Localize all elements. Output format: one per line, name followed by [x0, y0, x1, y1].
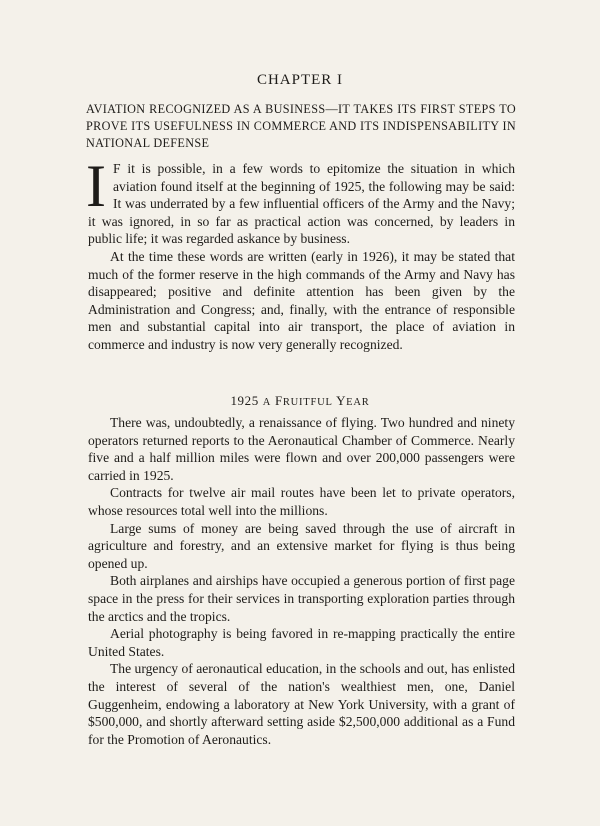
section-paragraph-4: Both airplanes and airships have occupied a generous portion of first page space in the press for their services in transporting exploration parties through the arctics and the tropics. [88, 573, 515, 624]
chapter-label: CHAPTER I [256, 72, 344, 88]
section-year: 1925 [230, 393, 259, 408]
section-paragraph-2: Contracts for twelve air mail routes have been let to private operators, whose resources total well into the millions. [88, 485, 515, 518]
section-paragraph-6: The urgency of aeronautical education, in the schools and out, has enlisted the interest of several of the nation's wealthiest men, one, Daniel Guggenheim, endowing a laboratory at New York University, with a grant of $500,000, and shortly afterward setting aside $2,500,000 additional as a Fund for the Promotion of Aeronautics. [88, 661, 515, 747]
intro-text [86, 153, 515, 354]
section-word-ear: EAR [346, 397, 370, 408]
intro-paragraph-2: At the time these words are written (early in 1926), it may be stated that much of the former reserve in the high commands of the Army and Navy has disappeared; positive and definite attention has been given by the Administration and Congress; and, finally, with the entrance of responsible men and substantial capital into air transport, the place of aviation in commerce and industry is now very generally recognized. [88, 248, 515, 352]
section-word-a: A [262, 397, 272, 408]
drop-cap: I [86, 153, 106, 219]
section-word-ruitful: RUITFUL [282, 397, 333, 408]
section-cap-y: Y [336, 393, 347, 408]
section-text [88, 414, 515, 748]
section-cap-f: F [274, 393, 283, 408]
intro-paragraph-1 [86, 153, 515, 248]
section-paragraph-5: Aerial photography is being favored in re-mapping practically the entire United States. [88, 626, 515, 659]
section-paragraph-1: There was, undoubtedly, a renaissance of flying. Two hundred and ninety operators returned reports to the Aeronautical Chamber of Commerce. Nearly five and a half million miles were flown and over 200,000 passengers were carried in 1925. [88, 415, 515, 483]
section-heading [0, 393, 600, 409]
chapter-heading: AVIATION RECOGNIZED AS A BUSINESS—IT TAKES ITS FIRST STEPS TO PROVE ITS USEFULNESS IN COMMERCE AND ITS INDISPENSABILITY IN NATIONAL DEFENSE [86, 102, 516, 150]
section-paragraph-3: Large sums of money are being saved through the use of aircraft in agriculture and forestry, and an extensive market for flying is thus being opened up. [88, 520, 515, 571]
intro-paragraph-1-text: F it is possible, in a few words to epitomize the situation in which aviation found itself at the beginning of 1925, the following may be said: It was underrated by a few influential officers of the Army and the Navy; it was ignored, in so far as practical action was concerned, by leaders in public life; it was regarded askance by business. [88, 161, 515, 247]
